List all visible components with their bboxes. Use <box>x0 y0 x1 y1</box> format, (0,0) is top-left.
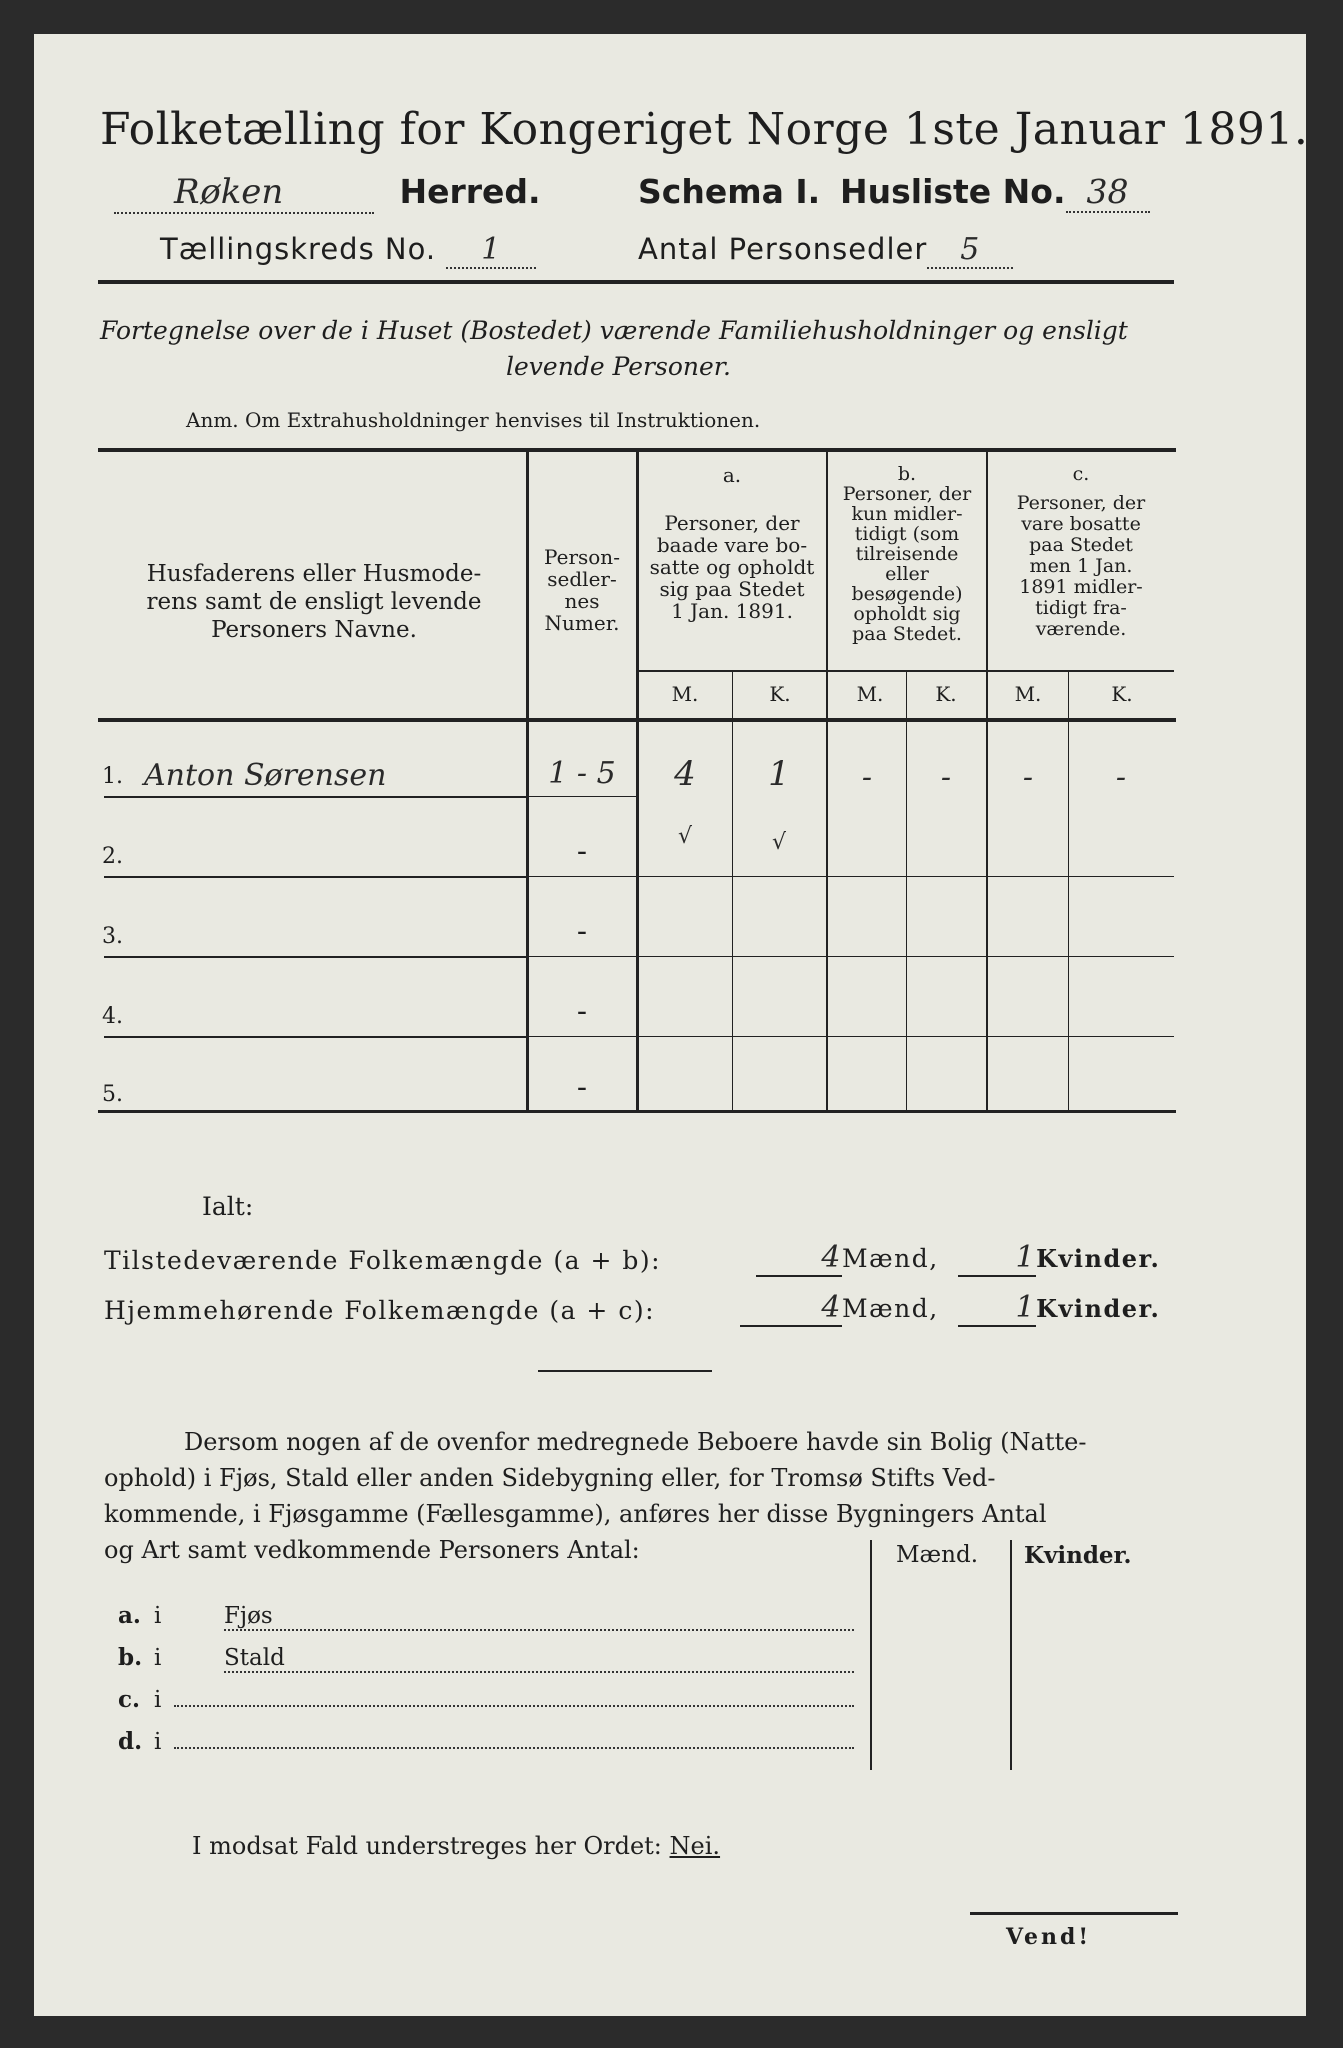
separator-rule <box>538 1370 712 1372</box>
buildings-paragraph: Dersom nogen af de ovenfor medregnede Beboere havde sin Bolig (Natte- ophold) i Fjøs, Stald eller anden Sidebygning eller, for Tromsø Stifts Ved- kommende, i Fjøsgamme (Fællesgamme), anføres her disse Bygningers Antal og Art samt vedkommende Personers Antal: <box>104 1428 1087 1564</box>
row-number: 4. <box>102 1004 123 1029</box>
row-a-k: 1 <box>768 754 790 794</box>
row-a-k: √ <box>771 830 787 855</box>
building-row: b. i Stald <box>118 1644 854 1673</box>
row-name: Anton Sørensen <box>144 758 387 793</box>
header-b-m: M. <box>856 682 884 706</box>
row-c-m: - <box>1022 760 1034 795</box>
row-number: 5. <box>102 1082 123 1107</box>
building-row: a. i Fjøs <box>118 1602 854 1631</box>
hjemme-k-value: 1 <box>958 1290 1036 1327</box>
hjemme-m-value: 4 <box>740 1290 842 1327</box>
row-b-m: - <box>861 760 873 795</box>
husliste-value: 38 <box>1066 172 1150 213</box>
annotation-note: Anm. Om Extrahusholdninger henvises til Instruktionen. <box>186 408 761 432</box>
taellingskreds-field <box>160 232 536 269</box>
row-c-k: - <box>1115 760 1127 795</box>
modsat-line: I modsat Fald understreges her Ordet: Nei. <box>192 1832 721 1860</box>
header-c-k: K. <box>1111 682 1133 706</box>
form-title: Folketælling for Kongeriget Norge 1ste Januar 1891. <box>100 104 1309 155</box>
taellingskreds-value: 1 <box>446 232 536 269</box>
buildings-header-k: Kvinder. <box>1024 1542 1132 1569</box>
header-a-m: M. <box>671 682 699 706</box>
row-person-number: - <box>576 994 588 1029</box>
tilstede-k-value: 1 <box>958 1240 1036 1277</box>
header-person-number: Person- sedler- nes Numer. <box>544 545 620 635</box>
row-a-m: √ <box>677 824 693 849</box>
tilstede-m-value: 4 <box>756 1240 842 1277</box>
header-b-k: K. <box>935 682 957 706</box>
taellingskreds-label: Tællingskreds No. <box>160 232 437 266</box>
header-col-c: c. Personer, der vare bosatte paa Stedet men 1 Jan. 1891 midler- tidigt fra- værende. <box>1016 463 1146 640</box>
row-b-k: - <box>940 760 952 795</box>
header-col-a: a. Personer, der baade vare bo- satte og opholdt sig paa Stedet 1 Jan. 1891. <box>649 463 815 623</box>
herred-label: Herred. <box>399 172 541 211</box>
hjemme-m-label: Mænd, <box>842 1294 939 1323</box>
row-person-number: 1 - 5 <box>548 756 616 791</box>
hjemme-label: Hjemmehørende Folkemængde (a + c): <box>104 1296 655 1325</box>
husliste-field <box>840 172 1150 213</box>
tilstede-label: Tilstedeværende Folkemængde (a + b): <box>104 1246 662 1275</box>
subtitle-line-1: Fortegnelse over de i Huset (Bostedet) værende Familiehusholdninger og ensligt <box>100 316 1128 345</box>
buildings-header-m: Mænd. <box>896 1542 979 1568</box>
header-a-k: K. <box>769 682 791 706</box>
tilstede-k-label: Kvinder. <box>1036 1244 1161 1273</box>
subtitle-line-2: levende Personer. <box>506 352 731 381</box>
hjemme-k-label: Kvinder. <box>1036 1294 1161 1323</box>
row-a-m: 4 <box>674 754 696 794</box>
ialt-label: Ialt: <box>202 1192 254 1221</box>
census-form-page <box>34 34 1309 2016</box>
building-row: c. i <box>118 1686 854 1713</box>
herred-value: Røken <box>114 172 374 214</box>
tilstede-values <box>756 1240 1160 1277</box>
herred-field <box>114 172 541 214</box>
row-number: 3. <box>102 924 123 949</box>
header-col-b: b. Personer, der kun midler- tidigt (som tilreisende eller besøgende) opholdt sig paa Stedet. <box>842 463 972 645</box>
husliste-label: Husliste No. <box>840 172 1066 211</box>
row-number: 2. <box>102 844 123 869</box>
header-rule <box>98 280 1174 284</box>
nei-word: Nei. <box>669 1832 721 1860</box>
schema-label: Schema I. <box>638 172 821 211</box>
header-c-m: M. <box>1014 682 1042 706</box>
row-number: 1. <box>102 764 123 789</box>
building-row: d. i <box>118 1728 854 1755</box>
row-person-number: - <box>576 834 588 869</box>
tilstede-m-label: Mænd, <box>842 1244 939 1273</box>
row-person-number: - <box>576 1070 588 1105</box>
header-names: Husfaderens eller Husmode- rens samt de ensligt levende Personers Navne. <box>146 561 482 643</box>
personsedler-field <box>638 232 1013 269</box>
hjemme-values <box>740 1290 1160 1327</box>
personsedler-label: Antal Personsedler <box>638 232 928 266</box>
personsedler-value: 5 <box>927 232 1013 269</box>
vend-label: Vend! <box>1006 1924 1092 1950</box>
row-person-number: - <box>576 914 588 949</box>
